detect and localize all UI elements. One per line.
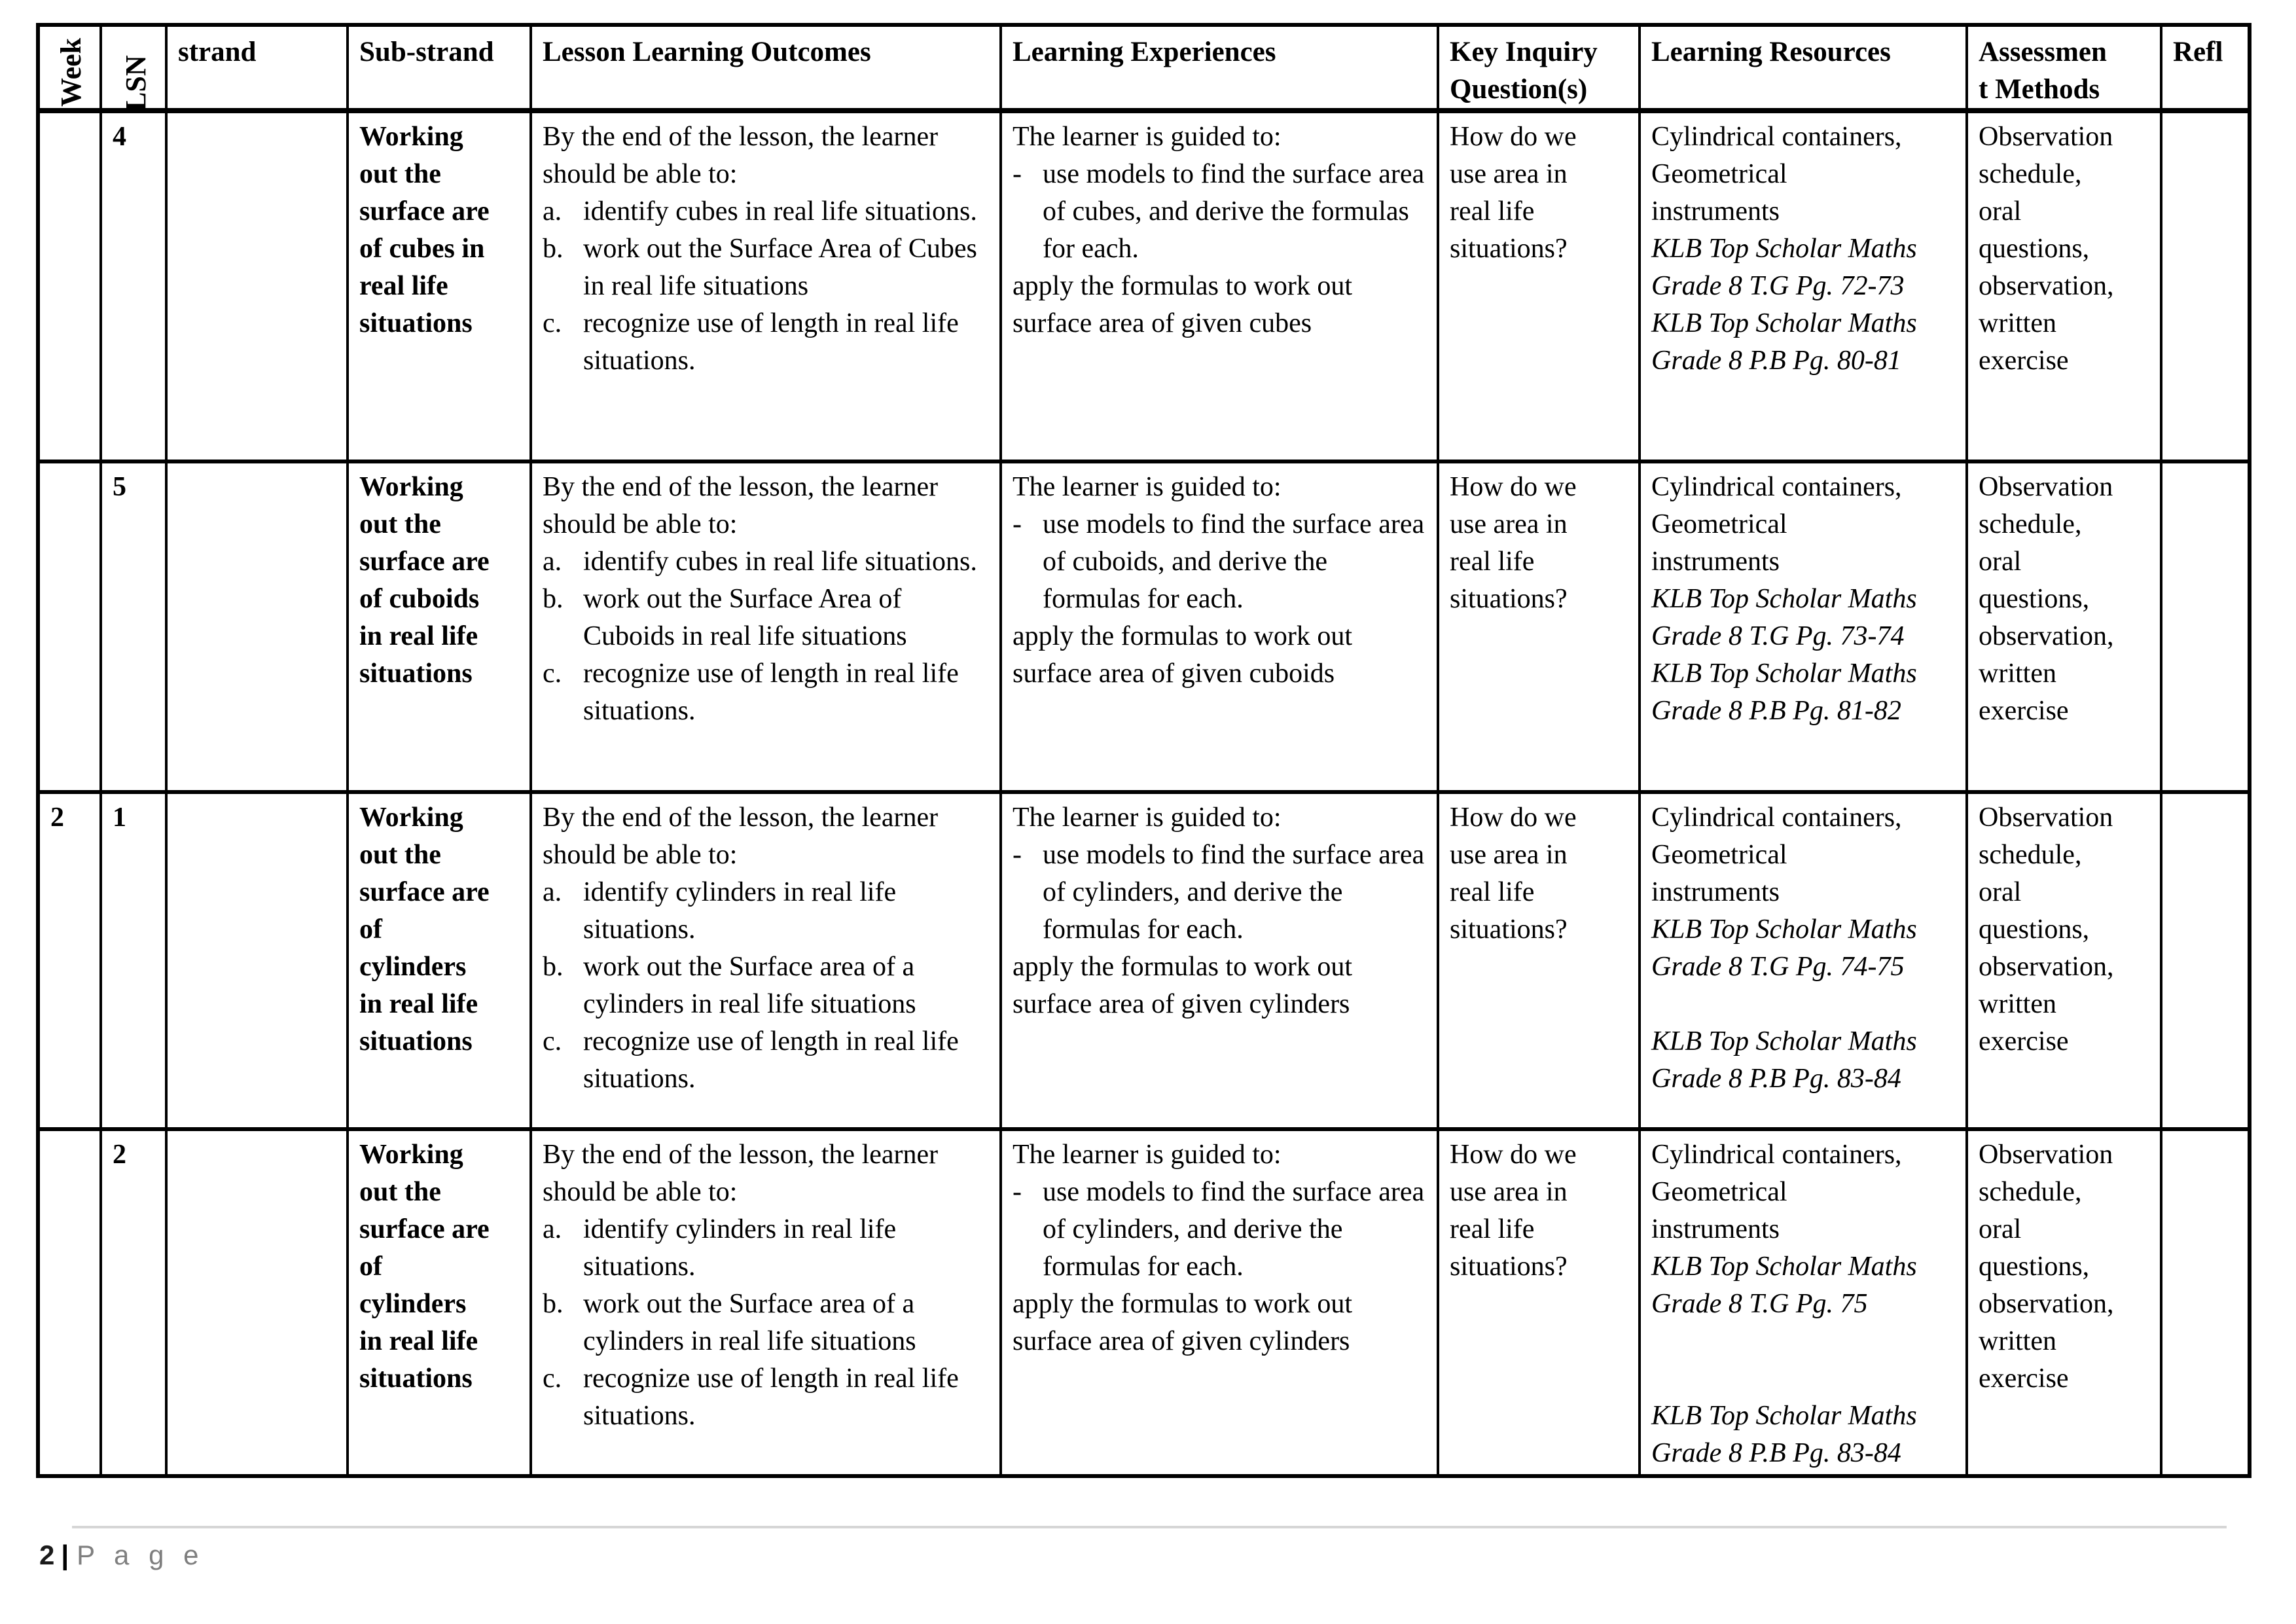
experiences-bullet-item (1013, 156, 1426, 268)
footer-page-label: P a g e (77, 1540, 205, 1570)
key-inquiry-cell (1439, 794, 1641, 1127)
resources-cell (1641, 794, 1968, 1127)
outcome-text-a: identify cylinders in real life situations. (583, 1214, 897, 1282)
resource-book-line: KLB Top Scholar Maths (1651, 1252, 1917, 1282)
resource-book-line (1651, 986, 1955, 1023)
outcomes-intro: By the end of the lesson, the learner should be able to: (543, 803, 939, 870)
resource-book-line: Grade 8 P.B Pg. 83-84 (1651, 1438, 1901, 1468)
experiences-tail: apply the formulas to work out surface area of given cuboids (1013, 621, 1353, 689)
week-value: 2 (50, 803, 64, 833)
header-lsn-label: LSN (120, 55, 152, 111)
outcome-marker-c: c. (543, 1026, 562, 1056)
sub-strand-cell (349, 794, 532, 1127)
experiences-intro: The learner is guided to: (1013, 472, 1282, 502)
sub-strand-line: out the (359, 1177, 441, 1207)
header-refl: Refl (2173, 37, 2223, 67)
footer-divider-line (72, 1526, 2227, 1528)
sub-strand-line: Working (359, 122, 463, 152)
sub-strand-line: surface are (359, 196, 490, 226)
assessment-line: oral (1979, 877, 2022, 907)
header-strand: strand (168, 27, 349, 108)
sub-strand-line: Working (359, 803, 463, 833)
outcome-item-b (543, 1286, 989, 1360)
outcome-text-b: work out the Surface Area of Cuboids in real life situations (583, 584, 907, 651)
assessment-line: oral (1979, 196, 2022, 226)
key-inquiry-line: use area in (1450, 159, 1568, 189)
outcome-marker-b: b. (543, 952, 564, 982)
header-sub-strand: Sub-strand (349, 27, 532, 108)
sub-strand-line: in real life (359, 989, 478, 1019)
sub-strand-line: cylinders (359, 952, 467, 982)
sub-strand-line: situations (359, 308, 473, 338)
outcome-text-c: recognize use of length in real life situations. (583, 308, 959, 376)
sub-strand-line: Working (359, 472, 463, 502)
strand-cell (168, 794, 349, 1127)
resource-line: instruments (1651, 547, 1780, 577)
week-cell (40, 1131, 102, 1474)
outcomes-intro: By the end of the lesson, the learner should be able to: (543, 472, 939, 539)
assessment-line: questions, (1979, 1252, 2090, 1282)
footer-separator: | (61, 1540, 69, 1570)
outcomes-cell (532, 113, 1002, 460)
assessment-line: questions, (1979, 914, 2090, 945)
lsn-value: 1 (113, 803, 126, 833)
assessment-line: exercise (1979, 696, 2069, 726)
header-week-label: Week (55, 37, 87, 107)
outcome-marker-c: c. (543, 1363, 562, 1394)
sub-strand-cell (349, 113, 532, 460)
experiences-tail: apply the formulas to work out surface area of given cylinders (1013, 952, 1353, 1019)
key-inquiry-line: use area in (1450, 1177, 1568, 1207)
table-row (40, 463, 2248, 794)
assessment-line: written (1979, 308, 2056, 338)
resource-books (1651, 911, 1955, 1098)
experiences-bullet-item (1013, 837, 1426, 948)
assessment-line: questions, (1979, 234, 2090, 264)
outcome-item-b (543, 948, 989, 1023)
key-inquiry-line: real life (1450, 547, 1535, 577)
resource-book-line: Grade 8 T.G Pg. 72-73 (1651, 271, 1905, 301)
experiences-tail: apply the formulas to work out surface area of given cylinders (1013, 1289, 1353, 1356)
experiences-cell (1002, 463, 1439, 790)
resource-book-line: KLB Top Scholar Maths (1651, 659, 1917, 689)
outcome-text-a: identify cubes in real life situations. (583, 196, 977, 226)
key-inquiry-line: situations? (1450, 914, 1568, 945)
outcome-marker-c: c. (543, 659, 562, 689)
header-assessment (1968, 27, 2162, 108)
table-row (40, 1131, 2248, 1474)
resource-line: Cylindrical containers, (1651, 1140, 1902, 1170)
sub-strand-line: out the (359, 509, 441, 539)
outcome-text-b: work out the Surface Area of Cubes in real life situations (583, 234, 977, 301)
week-cell (40, 794, 102, 1127)
resource-line: instruments (1651, 196, 1780, 226)
resource-book-line: KLB Top Scholar Maths (1651, 1026, 1917, 1056)
experiences-intro: The learner is guided to: (1013, 122, 1282, 152)
experiences-bullet-text: use models to find the surface area of cylinders, and derive the formulas for each. (1043, 1177, 1425, 1282)
assessment-line: written (1979, 989, 2056, 1019)
key-inquiry-line: How do we (1450, 1140, 1577, 1170)
key-inquiry-line: How do we (1450, 122, 1577, 152)
assessment-line: questions, (1979, 584, 2090, 614)
strand-cell (168, 463, 349, 790)
outcome-text-c: recognize use of length in real life situations. (583, 659, 959, 726)
assessment-line: exercise (1979, 346, 2069, 376)
assessment-line: schedule, (1979, 159, 2082, 189)
refl-cell (2162, 463, 2248, 790)
resource-book-line: KLB Top Scholar Maths (1651, 234, 1917, 264)
experiences-bullet-item (1013, 1174, 1426, 1286)
sub-strand-line: Working (359, 1140, 463, 1170)
outcome-text-b: work out the Surface area of a cylinders in real life situations (583, 952, 916, 1019)
page-footer (39, 1540, 204, 1571)
experiences-intro: The learner is guided to: (1013, 803, 1282, 833)
outcome-text-a: identify cubes in real life situations. (583, 547, 977, 577)
table-row (40, 794, 2248, 1131)
outcome-text-b: work out the Surface area of a cylinders in real life situations (583, 1289, 916, 1356)
resource-book-line: Grade 8 T.G Pg. 75 (1651, 1289, 1868, 1319)
assessment-line: Observation (1979, 122, 2113, 152)
assessment-cell (1968, 463, 2162, 790)
outcomes-intro: By the end of the lesson, the learner should be able to: (543, 122, 939, 189)
experiences-cell (1002, 113, 1439, 460)
assessment-line: observation, (1979, 621, 2114, 651)
sub-strand-cell (349, 463, 532, 790)
resource-books (1651, 230, 1955, 380)
sub-strand-line: of (359, 1252, 382, 1282)
outcome-marker-b: b. (543, 1289, 564, 1319)
scheme-of-work-table (36, 23, 2251, 1478)
assessment-cell (1968, 1131, 2162, 1474)
dash-bullet: - (1013, 509, 1022, 539)
lsn-value: 2 (113, 1140, 126, 1170)
refl-cell (2162, 794, 2248, 1127)
assessment-line: Observation (1979, 1140, 2113, 1170)
outcome-marker-a: a. (543, 196, 562, 226)
sub-strand-line: surface are (359, 1214, 490, 1244)
header-key-inquiry-line1: Key Inquiry (1450, 37, 1598, 67)
resource-line: Geometrical (1651, 1177, 1787, 1207)
resource-book-line: Grade 8 P.B Pg. 81-82 (1651, 696, 1901, 726)
sub-strand-line: surface are (359, 877, 490, 907)
outcome-marker-a: a. (543, 1214, 562, 1244)
key-inquiry-line: use area in (1450, 840, 1568, 870)
dash-bullet: - (1013, 1177, 1022, 1207)
assessment-line: schedule, (1979, 509, 2082, 539)
sub-strand-line (359, 342, 519, 380)
key-inquiry-line: real life (1450, 1214, 1535, 1244)
week-cell (40, 463, 102, 790)
sub-strand-line: surface are (359, 547, 490, 577)
experiences-bullet-text: use models to find the surface area of cubes, and derive the formulas for each. (1043, 159, 1425, 264)
strand-cell (168, 113, 349, 460)
header-assessment-line1: Assessmen (1979, 37, 2107, 67)
header-assessment-line2: t Methods (1979, 74, 2100, 105)
key-inquiry-line: real life (1450, 196, 1535, 226)
lsn-cell (102, 113, 168, 460)
sub-strand-line: in real life (359, 1326, 478, 1356)
sub-strand-line: situations (359, 659, 473, 689)
resource-book-line: KLB Top Scholar Maths (1651, 584, 1917, 614)
resource-book-line: Grade 8 P.B Pg. 83-84 (1651, 1064, 1901, 1094)
assessment-line: written (1979, 659, 2056, 689)
outcomes-cell (532, 463, 1002, 790)
assessment-line: observation, (1979, 1289, 2114, 1319)
outcomes-cell (532, 794, 1002, 1127)
key-inquiry-line: real life (1450, 877, 1535, 907)
assessment-line: Observation (1979, 803, 2113, 833)
sub-strand-line (359, 693, 519, 730)
sub-strand-line: out the (359, 159, 441, 189)
resources-cell (1641, 113, 1968, 460)
resource-line: Cylindrical containers, (1651, 803, 1902, 833)
key-inquiry-cell (1439, 113, 1641, 460)
resource-book-line (1651, 1323, 1955, 1360)
table-row (40, 113, 2248, 463)
strand-cell (168, 1131, 349, 1474)
resource-line: Cylindrical containers, (1651, 472, 1902, 502)
sub-strand-line: of (359, 914, 382, 945)
assessment-cell (1968, 794, 2162, 1127)
sub-strand-line: real life (359, 271, 448, 301)
resource-book-line: Grade 8 T.G Pg. 74-75 (1651, 952, 1905, 982)
header-week (40, 27, 102, 108)
experiences-cell (1002, 1131, 1439, 1474)
outcome-marker-a: a. (543, 877, 562, 907)
resource-line: Geometrical (1651, 159, 1787, 189)
experiences-tail: apply the formulas to work out surface area of given cubes (1013, 271, 1353, 338)
outcome-item-a (543, 1211, 989, 1286)
header-key-inquiry-line2: Question(s) (1450, 74, 1588, 105)
resource-books (1651, 1248, 1955, 1472)
header-outcomes: Lesson Learning Outcomes (532, 27, 1002, 108)
outcome-item-a (543, 543, 989, 581)
outcome-marker-c: c. (543, 308, 562, 338)
outcome-text-a: identify cylinders in real life situations. (583, 877, 897, 945)
resource-book-line (1651, 1360, 1955, 1398)
key-inquiry-line: use area in (1450, 509, 1568, 539)
outcome-marker-b: b. (543, 584, 564, 614)
outcome-text-c: recognize use of length in real life situations. (583, 1363, 959, 1431)
assessment-line: schedule, (1979, 1177, 2082, 1207)
assessment-line: Observation (1979, 472, 2113, 502)
outcome-item-a (543, 874, 989, 948)
resource-line: instruments (1651, 877, 1780, 907)
experiences-bullet-text: use models to find the surface area of cylinders, and derive the formulas for each. (1043, 840, 1425, 945)
outcome-marker-a: a. (543, 547, 562, 577)
outcome-item-c (543, 305, 989, 380)
assessment-line: oral (1979, 1214, 2022, 1244)
header-key-inquiry (1439, 27, 1641, 108)
outcome-item-c (543, 655, 989, 730)
resource-book-line: Grade 8 P.B Pg. 80-81 (1651, 346, 1901, 376)
outcomes-cell (532, 1131, 1002, 1474)
key-inquiry-line: How do we (1450, 472, 1577, 502)
outcome-item-a (543, 193, 989, 230)
resource-books (1651, 581, 1955, 730)
lsn-cell (102, 463, 168, 790)
experiences-bullet-item (1013, 506, 1426, 618)
experiences-intro: The learner is guided to: (1013, 1140, 1282, 1170)
header-experiences: Learning Experiences (1002, 27, 1439, 108)
refl-cell (2162, 1131, 2248, 1474)
assessment-cell (1968, 113, 2162, 460)
sub-strand-line: situations (359, 1026, 473, 1056)
key-inquiry-cell (1439, 463, 1641, 790)
resource-line: instruments (1651, 1214, 1780, 1244)
outcome-marker-b: b. (543, 234, 564, 264)
resource-book-line: KLB Top Scholar Maths (1651, 308, 1917, 338)
key-inquiry-line: situations? (1450, 234, 1568, 264)
experiences-cell (1002, 794, 1439, 1127)
sub-strand-line: situations (359, 1363, 473, 1394)
refl-cell (2162, 113, 2248, 460)
dash-bullet: - (1013, 159, 1022, 189)
sub-strand-line: out the (359, 840, 441, 870)
lsn-value: 4 (113, 122, 126, 152)
header-resources: Learning Resources (1641, 27, 1968, 108)
resource-line: Cylindrical containers, (1651, 122, 1902, 152)
key-inquiry-line: situations? (1450, 584, 1568, 614)
sub-strand-line: of cubes in (359, 234, 485, 264)
key-inquiry-line: situations? (1450, 1252, 1568, 1282)
dash-bullet: - (1013, 840, 1022, 870)
outcomes-intro: By the end of the lesson, the learner should be able to: (543, 1140, 939, 1207)
lsn-cell (102, 1131, 168, 1474)
table-header-row (40, 27, 2248, 113)
assessment-line: schedule, (1979, 840, 2082, 870)
assessment-line: written (1979, 1326, 2056, 1356)
sub-strand-line: cylinders (359, 1289, 467, 1319)
resource-line: Geometrical (1651, 840, 1787, 870)
assessment-line: observation, (1979, 952, 2114, 982)
lsn-cell (102, 794, 168, 1127)
resource-book-line: KLB Top Scholar Maths (1651, 914, 1917, 945)
resource-line: Geometrical (1651, 509, 1787, 539)
key-inquiry-line: How do we (1450, 803, 1577, 833)
outcome-item-c (543, 1360, 989, 1435)
outcome-item-b (543, 230, 989, 305)
outcome-text-c: recognize use of length in real life situations. (583, 1026, 959, 1094)
assessment-line: exercise (1979, 1026, 2069, 1056)
assessment-line: observation, (1979, 271, 2114, 301)
sub-strand-cell (349, 1131, 532, 1474)
resource-book-line: Grade 8 T.G Pg. 73-74 (1651, 621, 1905, 651)
assessment-line: exercise (1979, 1363, 2069, 1394)
header-lsn (102, 27, 168, 111)
sub-strand-line: of cuboids (359, 584, 480, 614)
lsn-value: 5 (113, 472, 126, 502)
outcome-item-b (543, 581, 989, 655)
sub-strand-line: in real life (359, 621, 478, 651)
footer-page-number: 2 (39, 1540, 55, 1570)
experiences-bullet-text: use models to find the surface area of cuboids, and derive the formulas for each. (1043, 509, 1425, 614)
assessment-line: oral (1979, 547, 2022, 577)
key-inquiry-cell (1439, 1131, 1641, 1474)
week-cell (40, 113, 102, 460)
outcome-item-c (543, 1023, 989, 1098)
resources-cell (1641, 1131, 1968, 1474)
resource-book-line: KLB Top Scholar Maths (1651, 1401, 1917, 1431)
resources-cell (1641, 463, 1968, 790)
